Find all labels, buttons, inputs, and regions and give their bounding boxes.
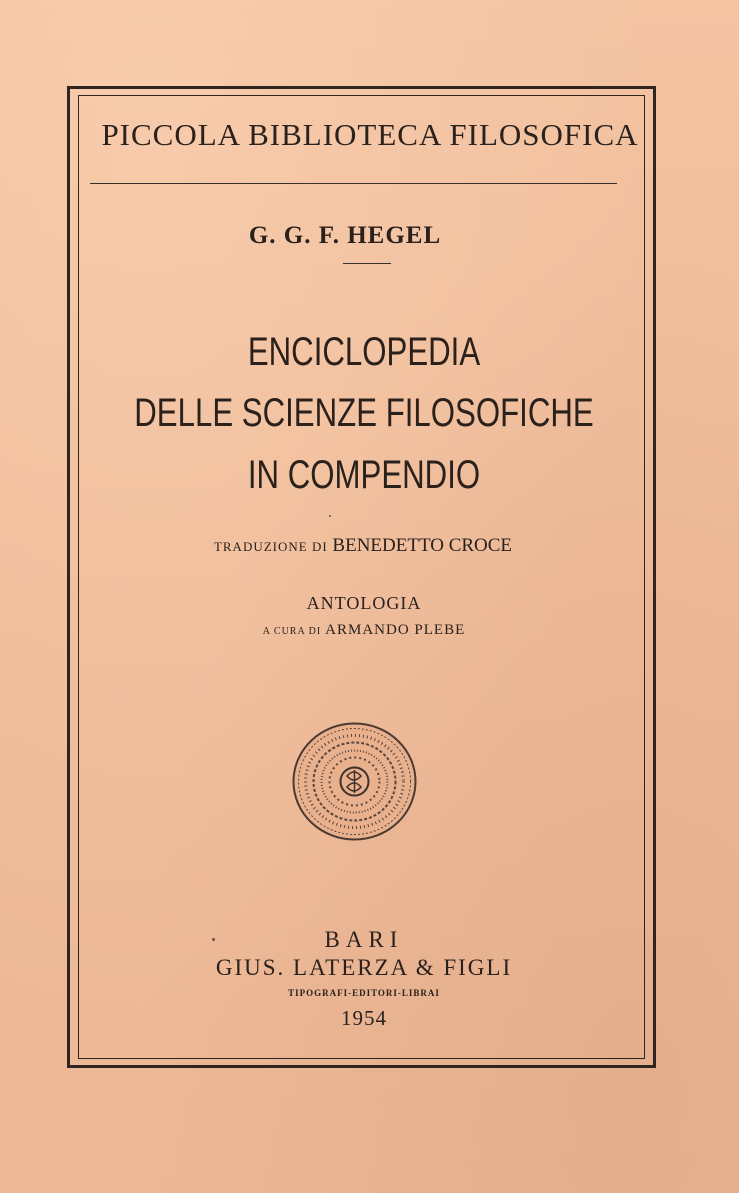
publisher-city: BARI	[324, 927, 404, 952]
translation-prefix: TRADUZIONE DI	[213, 539, 328, 554]
author-divider	[343, 263, 391, 264]
publication-year: 1954	[341, 1006, 387, 1030]
translator-name: BENEDETTO CROCE	[332, 535, 513, 556]
paper-speck	[329, 515, 331, 517]
editor-prefix: A CURA DI	[262, 626, 322, 637]
publisher-seal-icon	[291, 721, 418, 842]
editor-credit	[0, 622, 728, 639]
paper-speck	[212, 938, 215, 941]
author-name: G. G. F. HEGEL	[248, 222, 442, 249]
editor-name: ARMANDO PLEBE	[325, 622, 466, 638]
translation-credit	[0, 535, 726, 557]
anthology-label: ANTOLOGIA	[306, 593, 422, 613]
publisher-name: GIUS. LATERZA & FIGLI	[215, 955, 513, 980]
series-title: PICCOLA BIBLIOTECA FILOSOFICA	[101, 117, 639, 152]
book-title-line-2: DELLE SCIENZE FILOSOFICHE	[134, 391, 594, 435]
book-title-line-1: ENCICLOPEDIA	[247, 330, 481, 374]
publisher-trade: TIPOGRAFI-EDITORI-LIBRAI	[288, 988, 440, 998]
book-title-line-3: IN COMPENDIO	[247, 453, 481, 497]
header-divider	[90, 183, 617, 184]
